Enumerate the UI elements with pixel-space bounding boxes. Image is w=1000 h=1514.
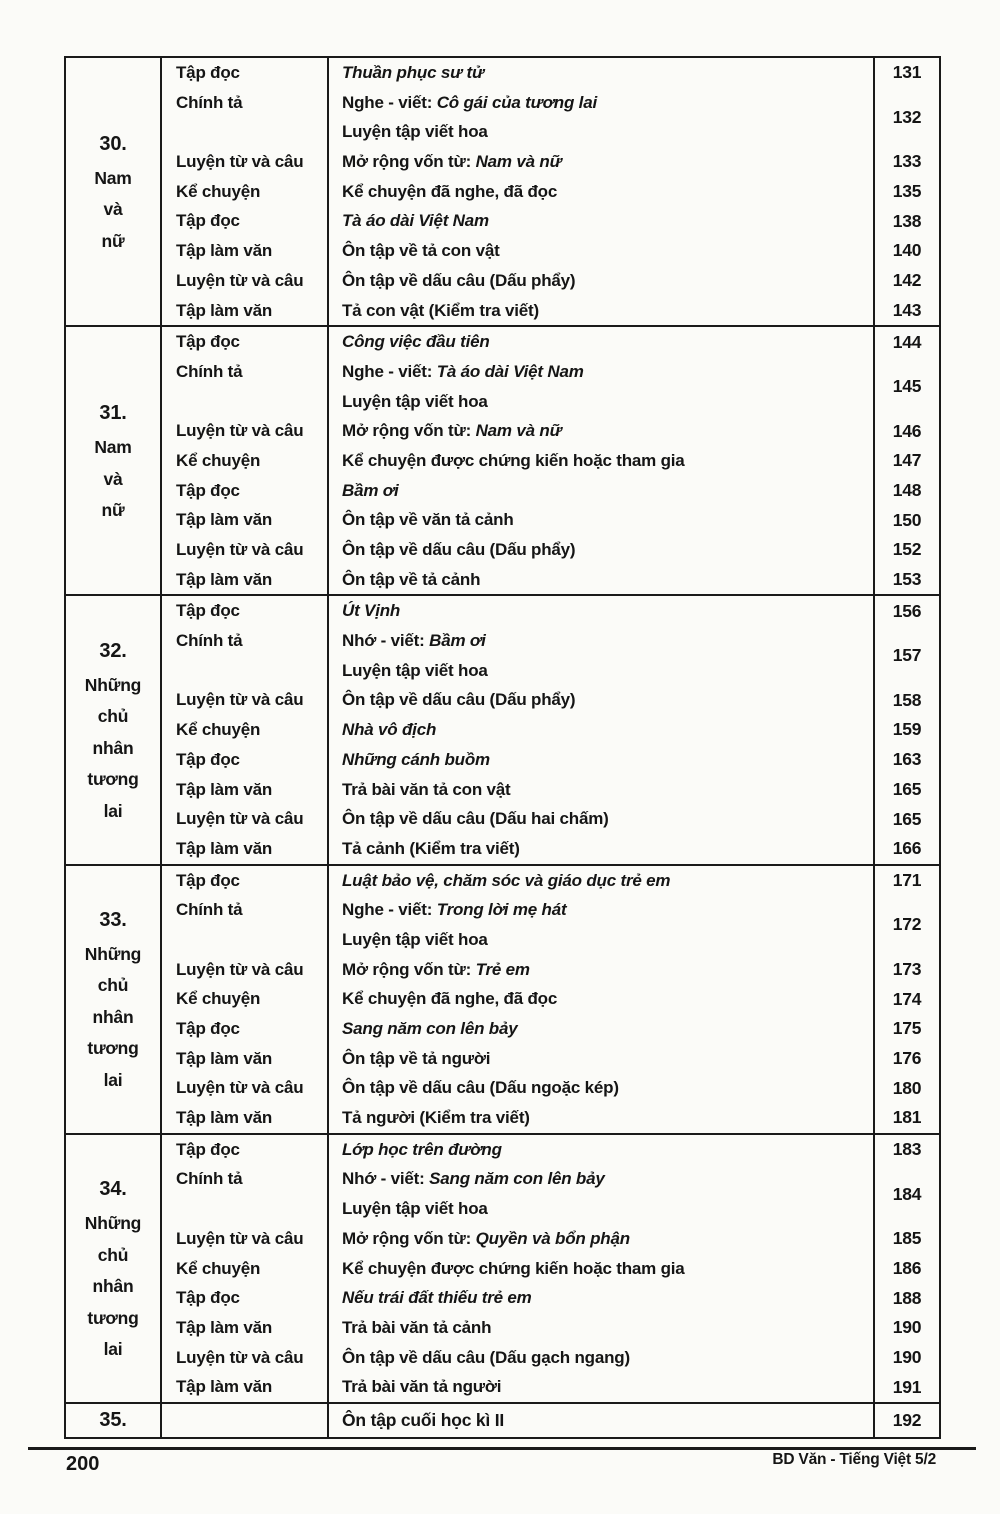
title-italic-text: Nam và nữ: [475, 152, 562, 172]
lesson-type: Tập đọc: [176, 1139, 240, 1159]
lesson-type: Luyện từ và câu: [176, 959, 304, 979]
page-number: 148: [873, 476, 939, 506]
lesson-type: Kể chuyện: [176, 181, 261, 201]
page-number: 143: [873, 296, 939, 326]
lesson-type: Tập làm văn: [176, 241, 273, 261]
week-theme-word: nữ: [101, 500, 125, 521]
title-text: Trả bài văn tả con vật: [342, 779, 511, 799]
lesson-title: [327, 357, 873, 387]
lesson-title: [327, 1014, 873, 1044]
week-label-cell: [66, 1135, 162, 1402]
lesson-title: [327, 1283, 873, 1313]
title-italic-text: Những cánh buồm: [342, 749, 490, 769]
lesson-title: [327, 984, 873, 1014]
week-block: [66, 327, 939, 596]
title-text: Mở rộng vốn từ:: [342, 959, 476, 979]
page-number: 140: [873, 236, 939, 266]
title-italic-text: Sang năm con lên bảy: [429, 1169, 605, 1189]
lesson-title: [327, 1103, 873, 1133]
title-text: Ôn tập về tả cảnh: [342, 569, 481, 589]
lesson-title: [327, 416, 873, 446]
title-italic-text: Trẻ em: [475, 959, 530, 979]
title-text: Ôn tập về dấu câu (Dấu gạch ngang): [342, 1347, 630, 1367]
week-label-cell: [66, 58, 162, 325]
title-italic-text: Út Vịnh: [342, 601, 401, 621]
lesson-title: [327, 834, 873, 864]
title-italic-text: Cô gái của tương lai: [436, 92, 597, 112]
page-number: 133: [873, 147, 939, 177]
title-text: Mở rộng vốn từ:: [342, 421, 476, 441]
lesson-title: [327, 715, 873, 745]
footer-page-number: 200: [66, 1453, 100, 1475]
page-number: 190: [873, 1343, 939, 1373]
week-theme-word: nhân: [92, 737, 134, 758]
footer-book-title: BD Văn - Tiếng Việt 5/2: [772, 1451, 936, 1468]
lesson-title: [327, 535, 873, 565]
lesson-type: Luyện từ và câu: [176, 152, 304, 172]
lesson-title: [327, 804, 873, 834]
week-theme-word: và: [103, 468, 123, 489]
title-italic-text: Thuần phục sư tử: [342, 63, 484, 82]
week-theme-word: tương: [87, 1038, 139, 1059]
lesson-title: [327, 1044, 873, 1074]
lesson-type: Tập làm văn: [176, 779, 273, 799]
week-number: 35.: [99, 1408, 127, 1431]
lesson-title: [327, 1073, 873, 1103]
week-theme-word: Những: [84, 943, 142, 964]
page-number: 131: [873, 58, 939, 88]
title-italic-text: Sang năm con lên bảy: [342, 1019, 518, 1038]
page-number: 192: [873, 1404, 939, 1437]
lesson-title: [327, 147, 873, 177]
week-theme-word: Những: [84, 674, 142, 695]
lesson-type: Luyện từ và câu: [176, 690, 304, 710]
lesson-type: Tập làm văn: [176, 569, 273, 589]
page-number: 165: [873, 804, 939, 834]
lesson-type: Luyện từ và câu: [176, 270, 304, 290]
page-number: 172: [873, 895, 939, 954]
week-theme-word: nữ: [101, 230, 125, 251]
lesson-title: [327, 565, 873, 595]
lesson-type: Tập làm văn: [176, 1317, 273, 1337]
lesson-title: [327, 895, 873, 925]
lesson-title: [327, 745, 873, 775]
lesson-title: [327, 1164, 873, 1194]
page-number: 132: [873, 88, 939, 147]
lesson-type: Tập đọc: [176, 1019, 240, 1038]
lesson-title: [327, 236, 873, 266]
lesson-type: Luyện từ và câu: [176, 809, 304, 829]
lesson-title: [327, 1135, 873, 1165]
page-number: 163: [873, 745, 939, 775]
title-text: Ôn tập về dấu câu (Dấu phẩy): [342, 690, 576, 710]
page-number: 138: [873, 206, 939, 236]
title-italic-text: Tà áo dài Việt Nam: [342, 211, 489, 231]
lesson-type: Kể chuyện: [176, 1258, 261, 1278]
lesson-title: [327, 1343, 873, 1373]
week-label-cell: [66, 866, 162, 1133]
lesson-type: Tập đọc: [176, 211, 240, 231]
page-number: 153: [873, 565, 939, 595]
week-block: [66, 58, 939, 327]
title-text: Luyện tập viết hoa: [342, 660, 488, 680]
title-text: Ôn tập về dấu câu (Dấu ngoặc kép): [342, 1078, 619, 1098]
lesson-type: Tập đọc: [176, 63, 240, 82]
page-number: 156: [873, 596, 939, 626]
week-theme-word: Những: [84, 1213, 142, 1234]
lesson-type: Tập làm văn: [176, 1048, 273, 1068]
week-theme-word: Nam: [94, 437, 132, 458]
lesson-type: Luyện từ và câu: [176, 1228, 304, 1248]
page-number: 165: [873, 775, 939, 805]
title-italic-text: Trong lời mẹ hát: [436, 900, 567, 920]
title-text: Kể chuyện đã nghe, đã đọc: [342, 989, 558, 1009]
lesson-title: [327, 58, 873, 88]
lesson-type: Chính tả: [176, 631, 243, 651]
lesson-type: Chính tả: [176, 92, 243, 112]
title-text: Ôn tập về dấu câu (Dấu phẩy): [342, 540, 576, 559]
week-theme-word: lai: [103, 1069, 123, 1090]
page-number: 158: [873, 685, 939, 715]
lesson-type: Luyện từ và câu: [176, 421, 304, 441]
title-text: Mở rộng vốn từ:: [342, 1228, 476, 1248]
week-block: [66, 866, 939, 1135]
page-number: 142: [873, 266, 939, 296]
title-text: Luyện tập viết hoa: [342, 1199, 488, 1219]
week-theme-word: nhân: [92, 1006, 134, 1027]
page-number: 152: [873, 535, 939, 565]
lesson-type: Tập đọc: [176, 749, 240, 769]
lesson-title: [327, 1254, 873, 1284]
page-number: 181: [873, 1103, 939, 1133]
lesson-title: [327, 656, 873, 686]
lesson-title: [327, 476, 873, 506]
title-text: Nhớ - viết:: [342, 1169, 430, 1189]
toc-table: [64, 56, 941, 1439]
title-text: Nghe - viết:: [342, 900, 437, 920]
page-number: 190: [873, 1313, 939, 1343]
lesson-title: [327, 596, 873, 626]
page-number: 135: [873, 177, 939, 207]
lesson-type: Tập đọc: [176, 601, 240, 621]
week-label-cell: [66, 1404, 162, 1437]
lesson-type: Tập đọc: [176, 1288, 240, 1308]
lesson-title: [327, 1194, 873, 1224]
page-number: 174: [873, 984, 939, 1014]
title-text: Luyện tập viết hoa: [342, 929, 488, 949]
page-number: 186: [873, 1254, 939, 1284]
lesson-type: Tập làm văn: [176, 1377, 273, 1397]
title-italic-text: Luật bảo vệ, chăm sóc và giáo dục trẻ em: [342, 870, 671, 890]
week-block: [66, 1135, 939, 1404]
week-number: 30.: [99, 132, 127, 155]
week-number: 34.: [99, 1178, 127, 1201]
lesson-title: [327, 955, 873, 985]
title-text: Ôn tập về tả người: [342, 1048, 491, 1068]
page-number: 150: [873, 505, 939, 535]
lesson-type: Tập đọc: [176, 870, 240, 890]
title-italic-text: Quyền và bổn phận: [475, 1228, 630, 1248]
page-number: 183: [873, 1135, 939, 1165]
lesson-title: [327, 866, 873, 896]
lesson-title: [327, 117, 873, 147]
lesson-title: [327, 177, 873, 207]
lesson-type: Luyện từ và câu: [176, 1347, 304, 1367]
lesson-title: [327, 446, 873, 476]
week-theme-word: chủ: [97, 1244, 129, 1265]
week-theme-word: tương: [87, 1307, 139, 1328]
week-label-cell: [66, 596, 162, 863]
lesson-type: Luyện từ và câu: [176, 540, 304, 559]
title-italic-text: Lớp học trên đường: [342, 1139, 502, 1159]
page-number: 147: [873, 446, 939, 476]
lesson-title: [327, 296, 873, 326]
title-text: Trả bài văn tả người: [342, 1377, 502, 1397]
page-number: 159: [873, 715, 939, 745]
page-number: 180: [873, 1073, 939, 1103]
lesson-title: [327, 206, 873, 236]
lesson-title: [327, 775, 873, 805]
lesson-type: Tập làm văn: [176, 1108, 273, 1128]
page-number: 188: [873, 1283, 939, 1313]
week-block: [66, 596, 939, 865]
title-text: Ôn tập cuối học kì II: [342, 1409, 505, 1430]
lesson-title: [327, 387, 873, 417]
lesson-title: [327, 626, 873, 656]
week-theme-word: Nam: [94, 167, 132, 188]
title-text: Nghe - viết:: [342, 361, 437, 381]
page-number: 175: [873, 1014, 939, 1044]
lesson-title: [327, 266, 873, 296]
lesson-title: [327, 1313, 873, 1343]
title-text: Ôn tập về dấu câu (Dấu hai chấm): [342, 809, 609, 829]
title-italic-text: Công việc đầu tiên: [342, 332, 490, 352]
title-text: Tả cảnh (Kiểm tra viết): [342, 838, 520, 858]
week-label-cell: [66, 327, 162, 594]
lesson-type: Chính tả: [176, 1169, 243, 1189]
title-text: Tả con vật (Kiểm tra viết): [342, 300, 539, 320]
page-number: 191: [873, 1372, 939, 1402]
title-text: Luyện tập viết hoa: [342, 122, 488, 142]
page-number: 176: [873, 1044, 939, 1074]
title-italic-text: Tà áo dài Việt Nam: [436, 361, 584, 381]
title-text: Tả người (Kiểm tra viết): [342, 1108, 530, 1128]
page-number: 171: [873, 866, 939, 896]
week-theme-word: lai: [103, 1339, 123, 1360]
title-text: Kể chuyện được chứng kiến hoặc tham gia: [342, 450, 685, 470]
title-italic-text: Bầm ơi: [342, 480, 399, 500]
lesson-type: Luyện từ và câu: [176, 1078, 304, 1098]
week-theme-word: chủ: [97, 706, 129, 727]
lesson-title: [327, 88, 873, 118]
week-block: [66, 1404, 939, 1437]
lesson-type: Chính tả: [176, 900, 243, 920]
page-number: 184: [873, 1164, 939, 1223]
title-text: Ôn tập về văn tả cảnh: [342, 510, 514, 530]
lesson-title: [327, 925, 873, 955]
lesson-type: Tập làm văn: [176, 838, 273, 858]
lesson-title: [327, 1224, 873, 1254]
title-text: Kể chuyện được chứng kiến hoặc tham gia: [342, 1258, 685, 1278]
lesson-type: Kể chuyện: [176, 989, 261, 1009]
title-text: Nhớ - viết:: [342, 631, 430, 651]
title-italic-text: Nam và nữ: [475, 421, 562, 441]
week-theme-word: lai: [103, 800, 123, 821]
title-text: Trả bài văn tả cảnh: [342, 1317, 492, 1337]
week-number: 32.: [99, 639, 127, 662]
page-number: 146: [873, 416, 939, 446]
week-number: 33.: [99, 908, 127, 931]
lesson-title: [327, 327, 873, 357]
title-text: Mở rộng vốn từ:: [342, 152, 476, 172]
week-theme-word: tương: [87, 769, 139, 790]
title-italic-text: Nhà vô địch: [342, 720, 437, 740]
title-text: Ôn tập về tả con vật: [342, 241, 500, 261]
page-number: 173: [873, 955, 939, 985]
lesson-type: Tập đọc: [176, 480, 240, 500]
title-text: Nghe - viết:: [342, 92, 437, 112]
page-number: 144: [873, 327, 939, 357]
lesson-title: [327, 685, 873, 715]
title-text: Ôn tập về dấu câu (Dấu phẩy): [342, 270, 576, 290]
week-theme-word: nhân: [92, 1276, 134, 1297]
lesson-title: [327, 505, 873, 535]
page-number: 157: [873, 626, 939, 685]
lesson-title: [327, 1404, 873, 1437]
title-text: Luyện tập viết hoa: [342, 391, 488, 411]
footer-rule: [28, 1447, 976, 1450]
title-italic-text: Nếu trái đất thiếu trẻ em: [342, 1288, 532, 1308]
lesson-type: Kể chuyện: [176, 720, 261, 740]
week-number: 31.: [99, 402, 127, 425]
lesson-type: Kể chuyện: [176, 450, 261, 470]
week-theme-word: chủ: [97, 975, 129, 996]
page-number: 145: [873, 357, 939, 416]
title-text: Kể chuyện đã nghe, đã đọc: [342, 181, 558, 201]
lesson-type: Chính tả: [176, 361, 243, 381]
title-italic-text: Bầm ơi: [429, 631, 486, 651]
lesson-type: Tập làm văn: [176, 300, 273, 320]
lesson-type: [162, 1404, 327, 1437]
week-theme-word: và: [103, 199, 123, 220]
lesson-title: [327, 1372, 873, 1402]
page-number: 185: [873, 1224, 939, 1254]
page-number: 166: [873, 834, 939, 864]
lesson-type: Tập đọc: [176, 332, 240, 352]
lesson-type: Tập làm văn: [176, 510, 273, 530]
